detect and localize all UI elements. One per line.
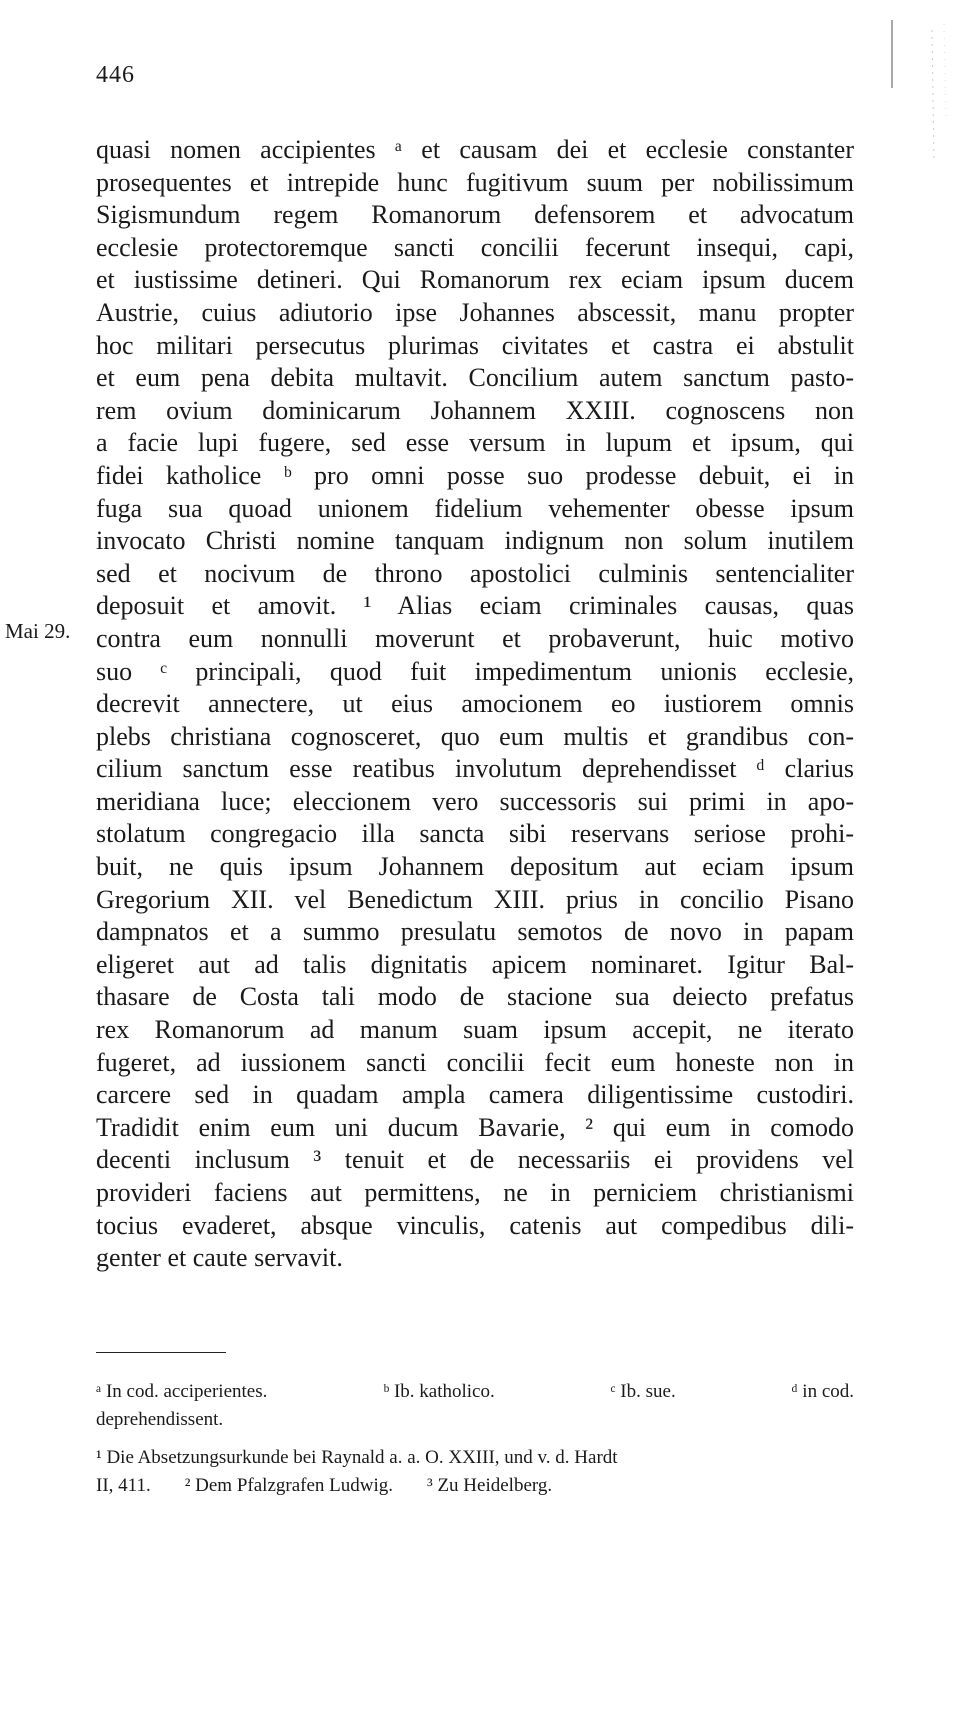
scan-edge-marks [880, 0, 960, 200]
text-line: Austrie, cuius adiutorio ipse Johannes abscessit, manu propter [96, 297, 854, 327]
footnote-separator [96, 1352, 226, 1353]
text-line: Sigismundum regem Romanorum defensorem et advocatum [96, 200, 854, 230]
text-line: suo ᶜ principali, quod fuit impedimentum unionis ecclesie, [96, 656, 854, 686]
footnote-d: ᵈ in cod. [791, 1381, 854, 1402]
footnote-2: ² Dem Pfalzgrafen Ludwig. [184, 1475, 393, 1496]
text-line: rem ovium dominicarum Johannem XXIII. cognoscens non [96, 395, 854, 425]
text-line: fuga sua quoad unionem fidelium vehementer obesse ipsum [96, 493, 854, 523]
text-line: Gregorium XII. vel Benedictum XIII. prius in concilio Pisano [96, 884, 854, 914]
text-line: contra eum nonnulli moverunt et probaverunt, huic motivo [96, 623, 854, 653]
footnote-a: ᵃ In cod. acciperientes. [96, 1381, 268, 1402]
footnote-1: ¹ Die Absetzungsurkunde bei Raynald a. a. O. XXIII, und v. d. Hardt [96, 1447, 618, 1468]
text-line: quasi nomen accipientes ᵃ et causam dei et ecclesie constanter [96, 135, 854, 164]
text-line: hoc militari persecutus plurimas civitates et castra ei abstulit [96, 330, 854, 360]
footnote-c: ᶜ Ib. sue. [610, 1381, 676, 1402]
text-line: fugeret, ad iussionem sancti concilii fecit eum honeste non in [96, 1047, 854, 1077]
footnote-numbered-row [96, 1472, 854, 1500]
footnote-b: ᵇ Ib. katholico. [383, 1381, 495, 1402]
footnote-d-continuation: deprehendissent. [96, 1409, 224, 1430]
page-number: 446 [96, 62, 135, 88]
text-line: decrevit annectere, ut eius amocionem eo iustiorem omnis [96, 689, 854, 719]
text-line: buit, ne quis ipsum Johannem depositum aut eciam ipsum [96, 852, 854, 882]
text-line: Tradidit enim eum uni ducum Bavarie, ² qui eum in comodo [96, 1112, 854, 1142]
text-line: deposuit et amovit. ¹ Alias eciam criminales causas, quas [96, 591, 854, 621]
footnote-1-continuation: II, 411. [96, 1475, 151, 1496]
text-line: meridiana luce; eleccionem vero successoris sui primi in apo- [96, 786, 854, 816]
text-line: invocato Christi nomine tanquam indignum non solum inutilem [96, 526, 854, 556]
text-line: plebs christiana cognosceret, quo eum multis et grandibus con- [96, 721, 854, 751]
text-line: et eum pena debita multavit. Concilium autem sanctum pasto- [96, 363, 854, 393]
body-text [96, 134, 854, 1275]
text-line: rex Romanorum ad manum suam ipsum accepit, ne iterato [96, 1015, 854, 1045]
text-line: genter et caute servavit. [96, 1243, 343, 1273]
footnote-letters-row [96, 1378, 854, 1406]
footnotes [96, 1378, 854, 1500]
text-line: et iustissime detineri. Qui Romanorum rex eciam ipsum ducem [96, 265, 854, 295]
text-line: a facie lupi fugere, sed esse versum in lupum et ipsum, qui [96, 428, 854, 458]
text-line: cilium sanctum esse reatibus involutum deprehendisset ᵈ clarius [96, 754, 854, 784]
margin-date-note: Mai 29. [5, 619, 71, 643]
text-line: decenti inclusum ³ tenuit et de necessariis ei providens vel [96, 1145, 854, 1175]
text-line: provideri faciens aut permittens, ne in perniciem christianismi [96, 1178, 854, 1207]
text-line: sed et nocivum de throno apostolici culminis sentencialiter [96, 558, 854, 588]
text-line: dampnatos et a summo presulatu semotos de novo in papam [96, 917, 854, 947]
text-line: thasare de Costa tali modo de stacione sua deiecto prefatus [96, 982, 854, 1012]
text-line: eligeret aut ad talis dignitatis apicem nominaret. Igitur Bal- [96, 949, 854, 979]
text-line: fidei katholice ᵇ pro omni posse suo prodesse debuit, ei in [96, 460, 854, 490]
text-line: stolatum congregacio illa sancta sibi reservans seriose prohi- [96, 819, 854, 849]
footnote-3: ³ Zu Heidelberg. [427, 1475, 553, 1496]
text-line: tocius evaderet, absque vinculis, catenis aut compedibus dili- [96, 1210, 854, 1240]
text-line: prosequentes et intrepide hunc fugitivum suum per nobilissimum [96, 167, 854, 197]
text-line: ecclesie protectoremque sancti concilii fecerunt insequi, capi, [96, 232, 854, 262]
text-line: carcere sed in quadam ampla camera diligentissime custodiri. [96, 1080, 854, 1110]
